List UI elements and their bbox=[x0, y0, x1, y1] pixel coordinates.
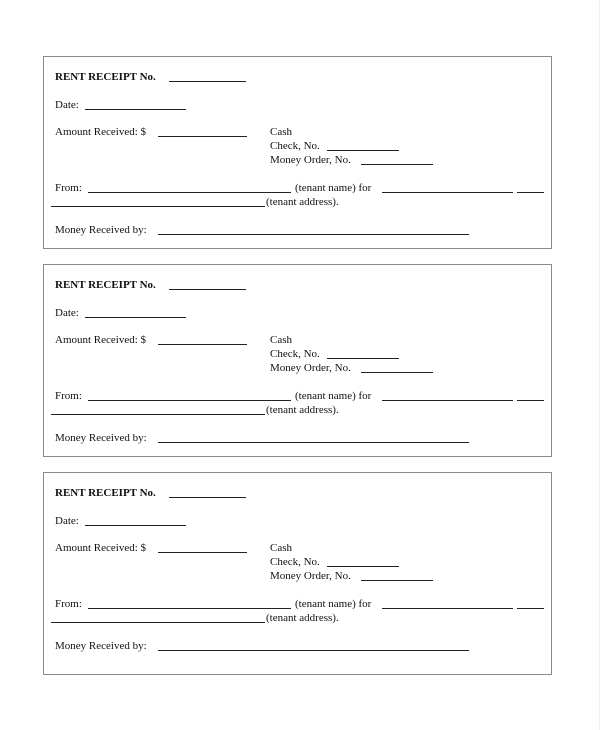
check-number-field[interactable] bbox=[327, 358, 399, 359]
from-label: From: bbox=[55, 598, 82, 610]
tenant-address-field-continued[interactable] bbox=[517, 400, 544, 401]
money-order-number-field[interactable] bbox=[361, 164, 433, 165]
receipt-number-field[interactable] bbox=[169, 289, 246, 290]
cash-label: Cash bbox=[270, 334, 292, 346]
money-order-number-field[interactable] bbox=[361, 580, 433, 581]
check-number-field[interactable] bbox=[327, 150, 399, 151]
from-label: From: bbox=[55, 390, 82, 402]
cash-label: Cash bbox=[270, 126, 292, 138]
amount-label: Amount Received: $ bbox=[55, 334, 147, 346]
tenant-address-field[interactable] bbox=[382, 400, 513, 401]
tenant-name-label: (tenant name) for bbox=[295, 182, 372, 194]
tenant-address-field-continued[interactable] bbox=[517, 608, 544, 609]
date-label: Date: bbox=[55, 307, 79, 319]
money-order-label: Money Order, No. bbox=[270, 570, 351, 582]
tenant-address-field[interactable] bbox=[382, 192, 513, 193]
tenant-address-label: (tenant address). bbox=[266, 196, 339, 208]
receipt-number-field[interactable] bbox=[169, 81, 246, 82]
receipt-title: RENT RECEIPT No. bbox=[55, 279, 156, 291]
tenant-address-label: (tenant address). bbox=[266, 612, 339, 624]
received-by-label: Money Received by: bbox=[55, 224, 147, 236]
tenant-name-label: (tenant name) for bbox=[295, 390, 372, 402]
receipt-title: RENT RECEIPT No. bbox=[55, 71, 156, 83]
from-label: From: bbox=[55, 182, 82, 194]
money-order-number-field[interactable] bbox=[361, 372, 433, 373]
tenant-name-label: (tenant name) for bbox=[295, 598, 372, 610]
cash-label: Cash bbox=[270, 542, 292, 554]
tenant-address-label: (tenant address). bbox=[266, 404, 339, 416]
money-order-label: Money Order, No. bbox=[270, 154, 351, 166]
tenant-address-field-continued[interactable] bbox=[517, 192, 544, 193]
amount-field[interactable] bbox=[158, 344, 247, 345]
date-label: Date: bbox=[55, 99, 79, 111]
amount-field[interactable] bbox=[158, 136, 247, 137]
tenant-address-field-line2[interactable] bbox=[51, 414, 265, 415]
date-field[interactable] bbox=[85, 525, 186, 526]
rent-receipt bbox=[43, 56, 552, 249]
received-by-label: Money Received by: bbox=[55, 640, 147, 652]
rent-receipt bbox=[43, 472, 552, 675]
receipt-title: RENT RECEIPT No. bbox=[55, 487, 156, 499]
amount-field[interactable] bbox=[158, 552, 247, 553]
date-field[interactable] bbox=[85, 317, 186, 318]
check-label: Check, No. bbox=[270, 556, 320, 568]
date-field[interactable] bbox=[85, 109, 186, 110]
received-by-field[interactable] bbox=[158, 442, 469, 443]
tenant-name-field[interactable] bbox=[88, 192, 291, 193]
money-order-label: Money Order, No. bbox=[270, 362, 351, 374]
check-label: Check, No. bbox=[270, 348, 320, 360]
check-label: Check, No. bbox=[270, 140, 320, 152]
tenant-name-field[interactable] bbox=[88, 608, 291, 609]
amount-label: Amount Received: $ bbox=[55, 542, 147, 554]
received-by-label: Money Received by: bbox=[55, 432, 147, 444]
tenant-address-field[interactable] bbox=[382, 608, 513, 609]
tenant-address-field-line2[interactable] bbox=[51, 622, 265, 623]
received-by-field[interactable] bbox=[158, 234, 469, 235]
receipt-number-field[interactable] bbox=[169, 497, 246, 498]
tenant-name-field[interactable] bbox=[88, 400, 291, 401]
tenant-address-field-line2[interactable] bbox=[51, 206, 265, 207]
check-number-field[interactable] bbox=[327, 566, 399, 567]
amount-label: Amount Received: $ bbox=[55, 126, 147, 138]
rent-receipt bbox=[43, 264, 552, 457]
date-label: Date: bbox=[55, 515, 79, 527]
received-by-field[interactable] bbox=[158, 650, 469, 651]
